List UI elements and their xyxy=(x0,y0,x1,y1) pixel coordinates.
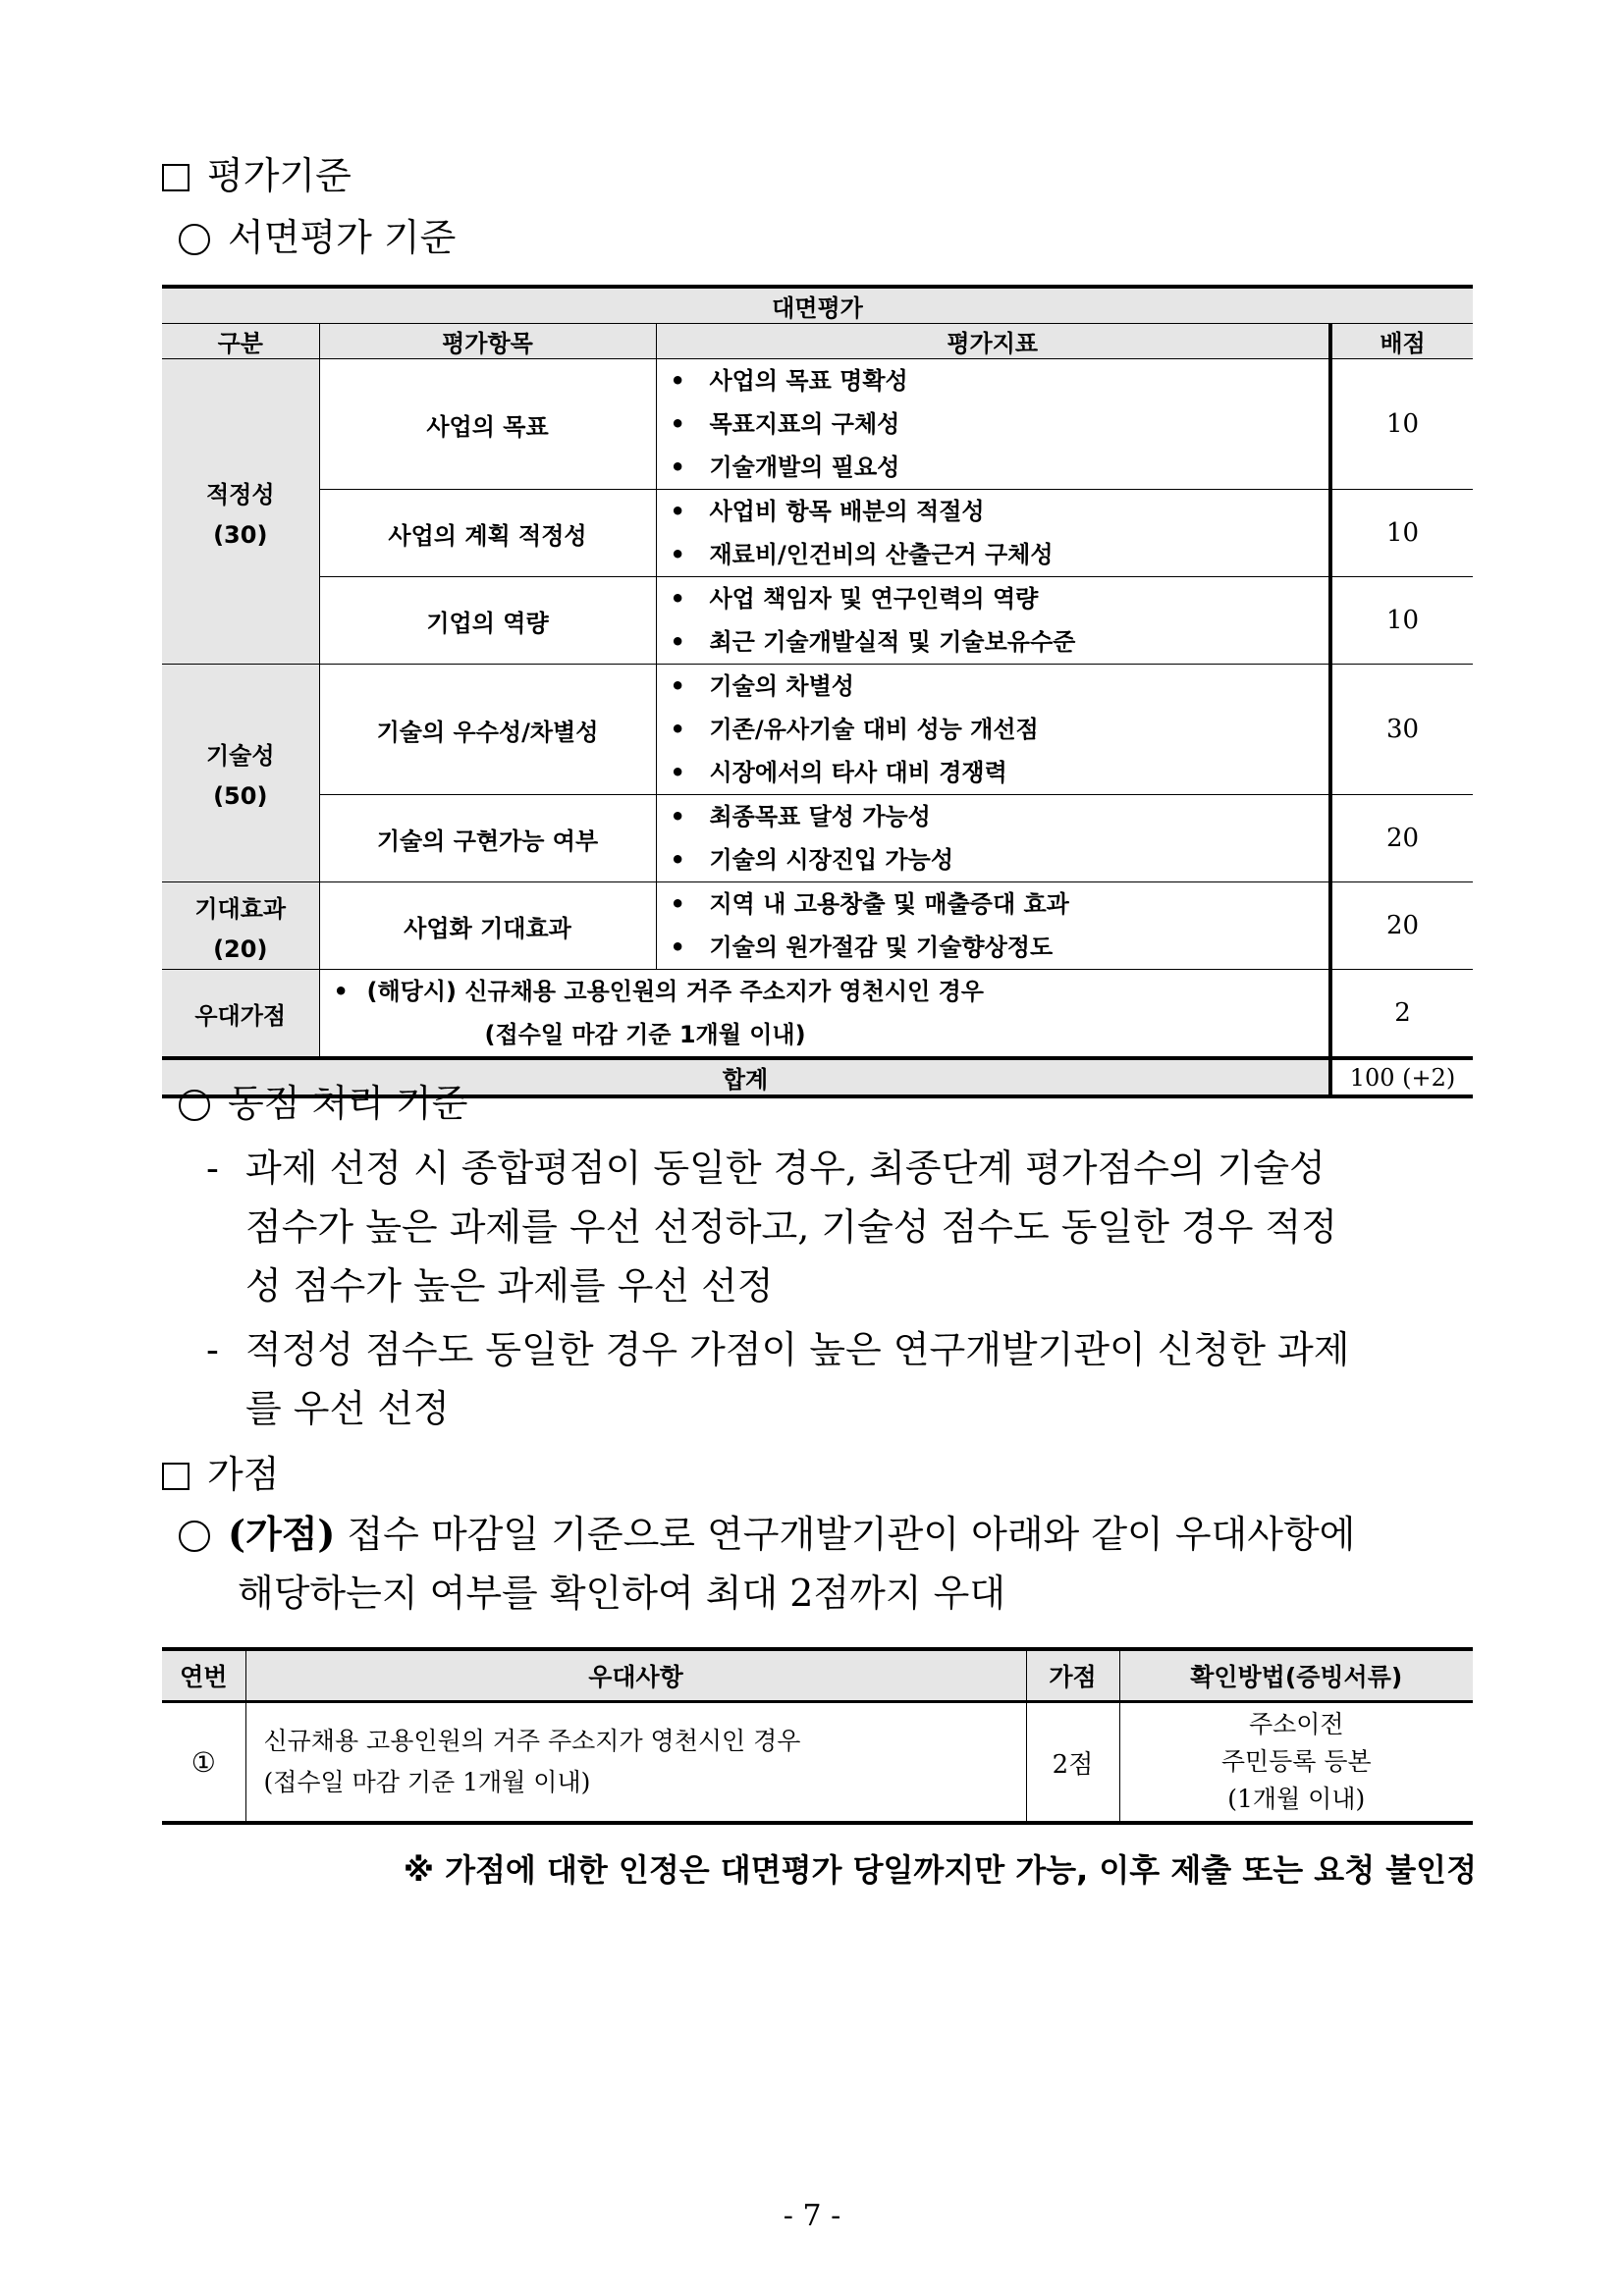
item-cell: 기술의 구현가능 여부 xyxy=(319,795,656,882)
category-cell xyxy=(162,665,319,882)
category-name: 기대효과 xyxy=(194,894,287,923)
header-proof: 확인방법(증빙서류) xyxy=(1119,1649,1473,1702)
indicator-cell xyxy=(656,795,1330,882)
item-cell: 기업의 역량 xyxy=(319,577,656,665)
bonus-heading-text: 가점 xyxy=(207,1453,280,1496)
score-cell: 10 xyxy=(1330,577,1473,665)
proof-line: 주민등록 등본 xyxy=(1220,1747,1372,1776)
indicator-item: • 사업비 항목 배분의 적절성 xyxy=(671,490,1329,533)
score-cell: 10 xyxy=(1330,490,1473,577)
proof-line: (1개월 이내) xyxy=(1227,1785,1366,1813)
score-cell: 20 xyxy=(1330,882,1473,970)
indicator-item: • 시장에서의 타사 대비 경쟁력 xyxy=(671,751,1329,794)
item-cell: 사업의 계획 적정성 xyxy=(319,490,656,577)
item-cell: 기술의 우수성/차별성 xyxy=(319,665,656,795)
bonus-item-cell xyxy=(245,1702,1026,1824)
indicator-item: • 최근 기술개발실적 및 기술보유수준 xyxy=(671,620,1329,664)
header-bonus-item: 우대사항 xyxy=(245,1649,1026,1702)
indicator-item: • 지역 내 고용창출 및 매출증대 효과 xyxy=(671,882,1329,926)
category-points: (30) xyxy=(213,520,268,549)
eval-table-title-row xyxy=(162,287,1473,324)
table-row xyxy=(162,1702,1473,1824)
row-number: ① xyxy=(162,1702,245,1824)
score-cell: 30 xyxy=(1330,665,1473,795)
text-line-content: 접수 마감일 기준으로 연구개발기관이 아래와 같이 우대사항에 xyxy=(335,1513,1356,1556)
indicator-item: • 기술의 원가절감 및 기술향상정도 xyxy=(671,926,1329,969)
text-line xyxy=(206,1139,1337,1198)
eval-table-title: 대면평가 xyxy=(162,287,1473,324)
indicator-item: • 기술의 차별성 xyxy=(671,665,1329,708)
table-row xyxy=(162,882,1473,970)
dash-bullet: - xyxy=(206,1147,219,1190)
text-line xyxy=(206,1320,1349,1379)
table-row xyxy=(162,577,1473,665)
bullet-icon: • xyxy=(333,978,349,1005)
eval-table-header-row xyxy=(162,324,1473,359)
doc-review-heading-text: 서면평가 기준 xyxy=(228,216,457,259)
circle-bullet-icon xyxy=(179,1090,210,1121)
bonus-description xyxy=(179,1505,1355,1623)
evaluation-table xyxy=(162,285,1473,1098)
circle-bullet-icon xyxy=(179,1521,210,1552)
tie-rule-2 xyxy=(206,1320,1349,1438)
category-name: 적정성 xyxy=(205,480,275,508)
indicator-item: • 기술의 시장진입 가능성 xyxy=(671,838,1329,881)
indicator-item: • 최종목표 달성 가능성 xyxy=(671,795,1329,838)
table-row xyxy=(162,490,1473,577)
bonus-table-header-row xyxy=(162,1649,1473,1702)
tie-rule-1 xyxy=(206,1139,1337,1315)
text-line-content: 적정성 점수도 동일한 경우 가점이 높은 연구개발기관이 신청한 과제 xyxy=(245,1328,1350,1371)
text-line: 를 우선 선정 xyxy=(245,1387,450,1430)
bonus-table xyxy=(162,1647,1473,1825)
text-line-content: 과제 선정 시 종합평점이 동일한 경우, 최종단계 평가점수의 기술성 xyxy=(245,1147,1326,1190)
indicator-item: • 사업 책임자 및 연구인력의 역량 xyxy=(671,577,1329,620)
indicator-item: • 기존/유사기술 대비 성능 개선점 xyxy=(671,708,1329,751)
category-points: (50) xyxy=(213,782,268,810)
header-category: 구분 xyxy=(162,324,319,359)
header-indicator: 평가지표 xyxy=(656,324,1330,359)
tie-heading xyxy=(179,1080,467,1127)
text-line: 점수가 높은 과제를 우선 선정하고, 기술성 점수도 동일한 경우 적정 xyxy=(245,1205,1337,1249)
category-cell xyxy=(162,359,319,665)
indicator-item: • 재료비/인건비의 산출근거 구체성 xyxy=(671,533,1329,576)
bonus-item-line: 신규채용 고용인원의 거주 주소지가 영천시인 경우 xyxy=(263,1727,801,1755)
table-row xyxy=(162,359,1473,490)
proof-line: 주소이전 xyxy=(1248,1710,1344,1738)
indicator-cell xyxy=(656,882,1330,970)
criteria-heading xyxy=(162,152,352,199)
category-cell xyxy=(162,882,319,970)
score-cell: 2 xyxy=(1330,970,1473,1059)
item-cell: 사업화 기대효과 xyxy=(319,882,656,970)
bonus-condition-text: (해당시) 신규채용 고용인원의 거주 주소지가 영천시인 경우 xyxy=(366,978,984,1005)
score-cell: 10 xyxy=(1330,359,1473,490)
table-row xyxy=(162,795,1473,882)
checkbox-square-icon xyxy=(162,164,189,191)
bonus-condition-cell xyxy=(319,970,1330,1059)
tie-heading-text: 동점 처리 기준 xyxy=(228,1082,468,1125)
circle-bullet-icon xyxy=(179,224,210,255)
proof-cell xyxy=(1119,1702,1473,1824)
header-points: 가점 xyxy=(1026,1649,1119,1702)
bonus-note: ※ 가점에 대한 인정은 대면평가 당일까지만 가능, 이후 제출 또는 요청 불인정 xyxy=(403,1851,1477,1889)
dash-bullet: - xyxy=(206,1328,219,1371)
item-cell: 사업의 목표 xyxy=(319,359,656,490)
points-cell: 2점 xyxy=(1026,1702,1119,1824)
header-no: 연번 xyxy=(162,1649,245,1702)
bonus-item-line: (접수일 마감 기준 1개월 이내) xyxy=(263,1768,591,1796)
score-cell: 20 xyxy=(1330,795,1473,882)
doc-review-heading xyxy=(179,214,456,261)
table-row xyxy=(162,665,1473,795)
total-score: 100 (+2) xyxy=(1330,1058,1473,1096)
total-label: 합계 xyxy=(162,1058,1330,1096)
checkbox-square-icon xyxy=(162,1463,189,1490)
indicator-cell xyxy=(656,490,1330,577)
page-number: - 7 - xyxy=(783,2199,841,2233)
indicator-cell xyxy=(656,665,1330,795)
indicator-item: • 기술개발의 필요성 xyxy=(671,446,1329,489)
category-name: 기술성 xyxy=(205,742,275,770)
criteria-heading-text: 평가기준 xyxy=(207,154,352,197)
category-points: (20) xyxy=(213,934,268,963)
text-line: 성 점수가 높은 과제를 우선 선정 xyxy=(245,1264,774,1308)
indicator-cell xyxy=(656,359,1330,490)
indicator-item: • 목표지표의 구체성 xyxy=(671,402,1329,446)
bonus-heading xyxy=(162,1451,279,1498)
indicator-item: • 사업의 목표 명확성 xyxy=(671,359,1329,402)
text-line xyxy=(179,1505,1355,1564)
category-cell: 우대가점 xyxy=(162,970,319,1059)
bonus-row xyxy=(162,970,1473,1059)
bonus-bold-label: (가점) xyxy=(228,1512,336,1556)
indicator-cell xyxy=(656,577,1330,665)
bonus-condition-line xyxy=(320,970,1329,1013)
bonus-condition-line: (접수일 마감 기준 1개월 이내) xyxy=(484,1021,806,1048)
text-line: 해당하는지 여부를 확인하여 최대 2점까지 우대 xyxy=(238,1572,1006,1615)
header-score: 배점 xyxy=(1330,324,1473,359)
header-item: 평가항목 xyxy=(319,324,656,359)
